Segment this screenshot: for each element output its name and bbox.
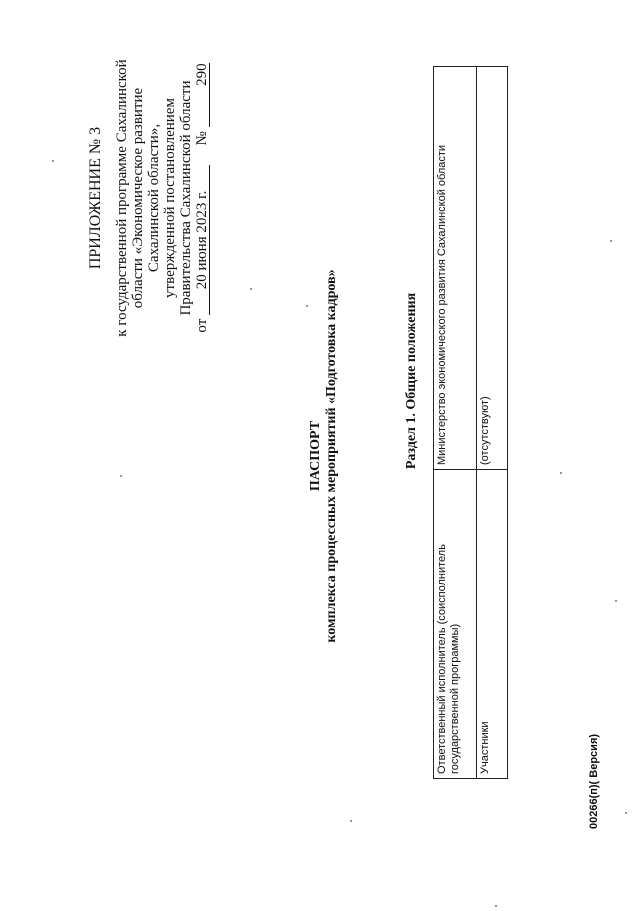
scan-speck	[625, 812, 627, 814]
appendix-line: области «Экономическое развитие	[130, 87, 146, 309]
appendix-title: ПРИЛОЖЕНИЕ № 3	[87, 126, 104, 270]
row-label: Участники	[477, 470, 508, 779]
scan-speck	[560, 472, 562, 474]
scan-speck	[52, 160, 54, 162]
passport-title: ПАСПОРТ	[308, 420, 323, 492]
date-prefix: от	[194, 318, 210, 333]
passport-subtitle: комплекса процессных мероприятий «Подготовка кадров»	[324, 269, 339, 643]
appendix-number: 290	[195, 63, 210, 127]
scan-speck	[120, 475, 122, 477]
document-code: 00266(п)( Версия)	[588, 733, 600, 829]
appendix-line: к государственной программе Сахалинской	[114, 59, 130, 337]
number-prefix: №	[194, 131, 210, 146]
scan-speck	[350, 820, 352, 822]
row-value: (отсутствуют)	[477, 67, 508, 470]
table-row	[434, 67, 477, 779]
scan-speck	[250, 288, 252, 290]
row-label: Ответственный исполнитель (соисполнитель государственной программы)	[434, 470, 477, 779]
passport-heading	[308, 241, 340, 671]
appendix-line: утвержденной постановлением	[162, 98, 178, 298]
scan-speck	[610, 240, 612, 242]
scan-speck	[615, 600, 617, 602]
row-value: Министерство экономического развития Сахалинской области	[434, 67, 477, 470]
section-heading: Раздел 1. Общие положения	[404, 292, 419, 470]
scan-speck	[306, 305, 308, 307]
table-row	[477, 67, 508, 779]
general-provisions-table	[433, 66, 508, 779]
appendix-line: Правительства Сахалинской области	[178, 80, 194, 316]
appendix-date: 20 июня 2023 г.	[195, 165, 210, 315]
scan-speck	[495, 905, 497, 907]
appendix-line: Сахалинской области»,	[146, 123, 162, 273]
appendix-date-line	[194, 33, 210, 363]
appendix-block	[88, 33, 210, 363]
